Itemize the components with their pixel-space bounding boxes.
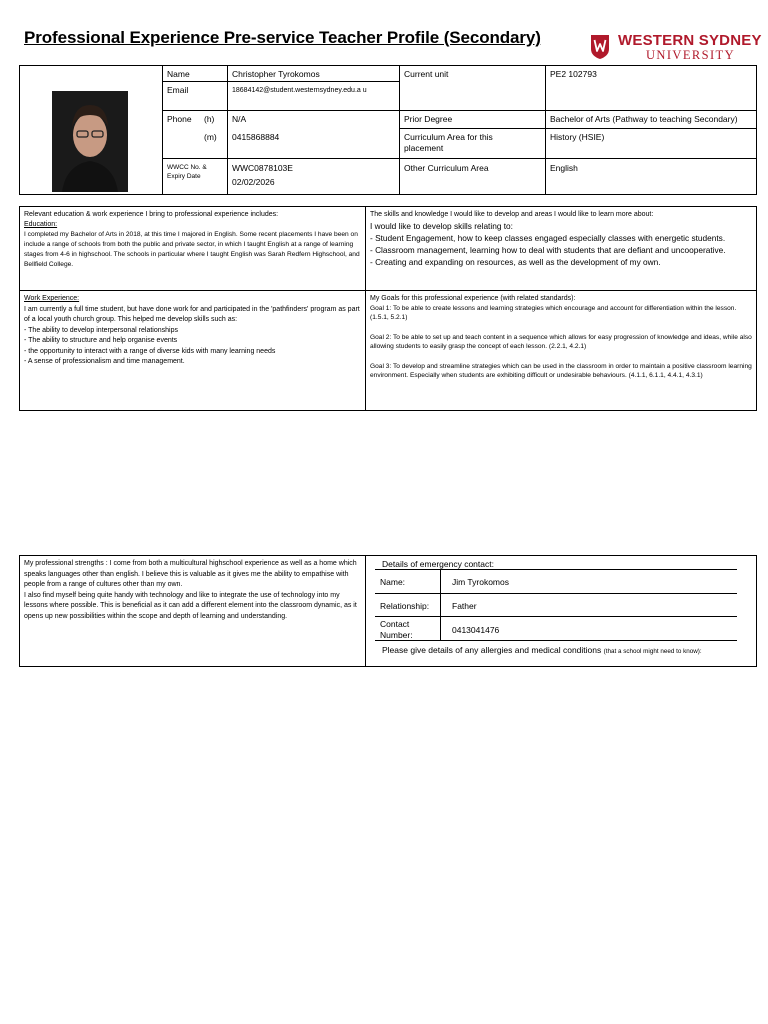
skills-section: [366, 207, 756, 289]
strengths-text: My professional strengths : I come from both a multicultural highschool experience as well as a home which speaks languages other than english. I believe this is valuable as it gives me the ability to empathise with people from a range of cultures other than my own. I also find myself being quite handy with technology and like to integrate the use of technology into my lessons where possible. This is beneficial as it can add a different element into the classroom dynamic, as it opens up new possibilities within the scope and depth of learning and understanding.: [24, 560, 357, 620]
wwcc-expiry: 02/02/2026: [232, 177, 275, 187]
goals-section: [366, 291, 756, 384]
email-value: 18684142@student.westernsydney.edu.a u: [232, 87, 367, 94]
phone-h-tag: (h): [204, 114, 215, 124]
phone-m-value: 0415868884: [232, 132, 280, 142]
unit-label: Current unit: [404, 69, 449, 79]
portrait-image: [52, 91, 128, 192]
degree-label: Prior Degree: [404, 114, 453, 124]
logo-line-1: WESTERN SYDNEY: [618, 32, 762, 49]
work-label: Work Experience:: [24, 295, 80, 302]
education-label: Education:: [24, 221, 58, 228]
profile-photo: [52, 91, 128, 192]
other-curriculum-label: Other Curriculum Area: [404, 163, 489, 173]
phone-label: Phone: [167, 114, 192, 124]
unit-value: PE2 102793: [550, 69, 597, 79]
curriculum-value: History (HSIE): [550, 132, 605, 142]
curriculum-label: Curriculum Area for this placement: [404, 132, 493, 153]
other-curriculum-value: English: [550, 163, 578, 173]
emergency-heading: Details of emergency contact:: [382, 559, 494, 569]
emergency-name-label: Name:: [380, 577, 406, 587]
allergies-label: Please give details of any allergies and medical conditions: [382, 645, 602, 655]
contact-number-label: Contact Number:: [380, 619, 413, 640]
education-section: [20, 207, 364, 289]
phone-m-tag: (m): [204, 132, 217, 142]
logo-line-2: UNIVERSITY: [646, 48, 735, 62]
work-section: [20, 291, 364, 371]
allergies-section: [378, 641, 750, 661]
university-logo: [590, 32, 762, 64]
page-title: Professional Experience Pre-service Teacher Profile (Secondary): [24, 28, 541, 47]
allergies-note: (that a school might need to know):: [603, 648, 702, 655]
goals-heading: My Goals for this professional experience (with related standards):: [370, 295, 576, 302]
name-value: Christopher Tyrokomos: [232, 69, 320, 79]
education-text: I completed my Bachelor of Arts in 2018, at this time I majored in English. Some recent placements I have been on include a range of schools from both the public and private sector, in which I taught English at a range of learning stages from 4-6 in highschool. The schools in particular where I taught English was Sarah Redfern Highschool, and Bellfield College.: [24, 231, 360, 268]
relationship-label: Relationship:: [380, 601, 430, 611]
experience-heading: Relevant education & work experience I bring to professional experience includes:: [24, 211, 279, 218]
degree-value: Bachelor of Arts (Pathway to teaching Secondary): [550, 114, 738, 124]
email-label: Email: [167, 85, 189, 95]
skills-heading: The skills and knowledge I would like to develop and areas I would like to learn more about:: [370, 211, 654, 218]
name-label: Name: [167, 69, 190, 79]
wwcc-number: WWC0878103E: [232, 163, 293, 173]
contact-number-value: 0413041476: [452, 625, 500, 635]
goal-1: Goal 1: To be able to create lessons and learning strategies which encourage and account for differentiation within the lesson. (1.5.1, 5.2.1): [370, 304, 737, 321]
wwcc-label: WWCC No. & Expiry Date: [167, 164, 207, 180]
skills-text: I would like to develop skills relating to: - Student Engagement, how to keep classes engaged especially classes with energetic students. - Classroom management, learning how to deal with students that are defiant and uncooperative. - Creating and expanding on resources, as well as the development of my own.: [370, 220, 726, 267]
phone-h-value: N/A: [232, 114, 247, 124]
university-shield-icon: [590, 34, 610, 60]
emergency-name-value: Jim Tyrokomos: [452, 577, 509, 587]
work-text: I am currently a full time student, but have done work for and participated in the 'pathfinders' program as part of a local youth church group. This helped me develop skills such as: - The ability to develop interpersonal relationships - The ability to structure and help organise events - the opportunity to interact with a range of diverse kids with many learning needs - A sense of professionalism and time management.: [24, 305, 360, 365]
goal-3: Goal 3: To develop and streamline strategies which can be used in the classroom in order to maintain a positive classroom learning environment. Especially when students are exhibiting difficult or undesirable behaviours. (4.1.1, 6.1.1, 4.4.1, 4.3.1): [370, 362, 752, 379]
goal-2: Goal 2: To be able to set up and teach content in a sequence which allows for easy progression of knowledge and ideas, while also allowing students to easily grasp the concept of each lesson. (2.2.1, 4.2.1): [370, 333, 752, 350]
relationship-value: Father: [452, 601, 477, 611]
